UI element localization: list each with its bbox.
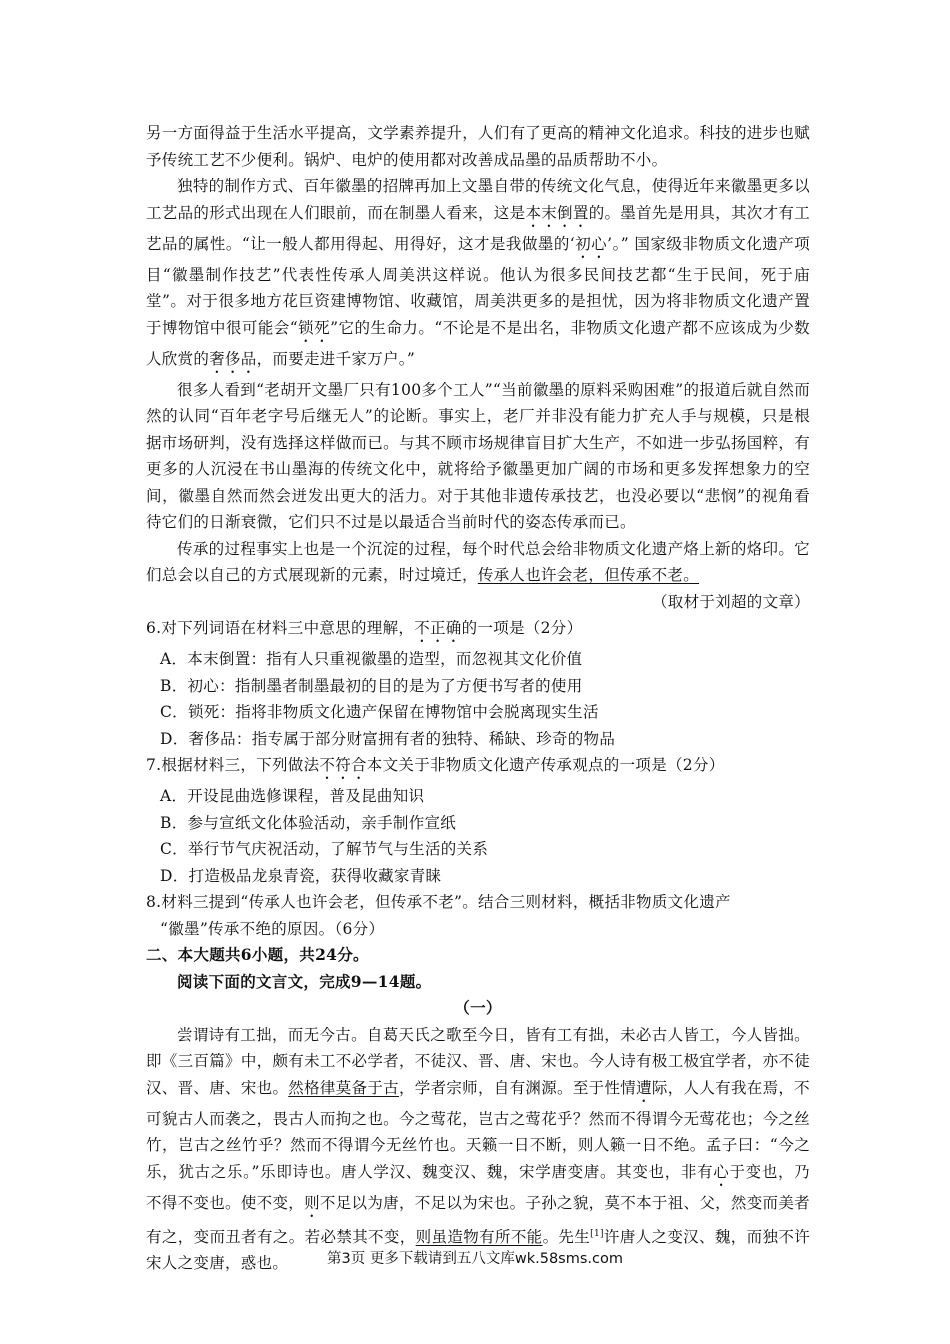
material3-paragraph-4	[146, 536, 810, 589]
question-6-option-d: D．奢侈品：指专属于部分财富拥有者的独特、稀缺、珍奇的物品	[160, 729, 616, 748]
material3-paragraph-1: 另一方面得益于生活水平提高，文学素养提升，人们有了更高的精神文化追求。科技的进步也赋予传统工艺不少便利。锅炉、电炉的使用都对改善成品墨的品质帮助不小。	[146, 124, 810, 169]
emphasized-term: 不符合	[319, 756, 367, 774]
emphasized-term: 则	[304, 1193, 320, 1212]
question-7-option-a: A．开设昆曲选修课程，普及昆曲知识	[160, 787, 425, 805]
text-span: 独特的制作方式、百年徽墨的招牌再加上文墨自带的传统文化气息，使得近年来徽墨更多以工艺品的形式出现在人们眼前，而在制墨人看来，这是	[146, 177, 810, 222]
text-span: 尝谓诗有工拙，而无今古。自葛天氏之歌至今日，皆有工有拙，未必古人皆工，今人皆拙。即《三百篇》中，颇有未工不必学者，不徒汉、晋、唐、宋也。今人诗有极工极宜学者，亦不徒汉、晋、唐、宋也。	[146, 1025, 810, 1097]
emphasized-term: 遭	[636, 1078, 652, 1097]
footnote-marker: [1]	[590, 1228, 604, 1239]
section-2-instruction: 阅读下面的文言文，完成9—14题。	[177, 971, 432, 991]
text-span: 7.根据材料三，下列做法	[146, 756, 320, 774]
text-span: 传承的过程事实上也是一个沉淀的过程，每个时代总会给非物质文化遗产烙上新的烙印。它们总会以自己的方式展现新的元素，时过境迁，	[146, 539, 810, 584]
question-8-stem: 8.材料三提到“传承人也许会老，但传承不老”。结合三则材料，概括非物质文化遗产	[146, 893, 731, 911]
text-span: 不足以为唐，不足以为宋也。子孙之貌，莫不本于祖、父，然变而美者有之，变而丑者有之。若必禁其不变，	[146, 1193, 810, 1246]
question-6-stem	[146, 615, 810, 646]
section-2-heading: 二、本大题共6小题，共24分。	[146, 945, 369, 964]
question-7-stem	[146, 752, 810, 783]
question-7-option-c: C．举行节气庆祝活动，了解节气与生活的关系	[160, 840, 489, 858]
part-label: （一）	[454, 998, 502, 1017]
question-8-continuation: “徽墨”传承不绝的原因。（6分）	[160, 919, 385, 938]
material3-paragraph-3: 很多人看到“老胡开文墨厂只有100多个工人”“当前徽墨的原料采购困难”的报道后就自然而然的认同“百年老字号后继无人”的论断。事实上，老厂并非没有能力扩充人手与规模，只是根据市场研判，没有选择这样做而已。与其不顾市场规律盲目扩大生产，不如进一步弘扬国粹，有更多的人沉浸在书山墨海的传统文化中，就将给予徽墨更加广阔的市场和更多发挥想象力的空间，徽墨自然而然会迸发出更大的活力。对于其他非遗传承技艺，也没必要以“悲悯”的视角看待它们的日渐衰微，它们只不过是以最适合当前时代的姿态传承而已。	[146, 380, 810, 531]
material3-paragraph-2	[146, 173, 810, 377]
text-span: 于变也，乃不得不变也。使不变，	[146, 1162, 810, 1212]
underlined-sentence: 传承人也许会老，但传承不老。	[477, 566, 700, 584]
text-span: 的。墨首先是用具，其次才有工艺品的属性。“让一般人都用得起、用得好，这才是我做墨的‘	[146, 203, 811, 253]
underlined-sentence: 然格律莫备于古	[288, 1078, 399, 1097]
text-span: 6.对下列词语在材料三中意思的理解，	[146, 619, 415, 637]
text-span: 。先生	[542, 1227, 591, 1246]
document-body	[146, 120, 810, 1277]
emphasized-term: 初心	[575, 234, 608, 253]
text-span: 际，人人有我在焉，不可貌古人而袭之，畏古人而拘之也。今之莺花，岂古之莺花乎？然而不得谓今无莺花也；今之丝竹，岂古之丝竹乎？然而不得谓今无丝竹也。天籁一日不断，则人籁一日不绝。孟子曰：“今之乐，犹古之乐。”乐即诗也。唐人学汉、魏变汉、魏，宋学唐变唐。其变也，非有	[146, 1078, 810, 1181]
question-6-option-b: B．初心：指制墨者制墨最初的目的是为了方便书写者的使用	[160, 676, 583, 695]
question-7-option-d: D．打造极品龙泉青瓷，获得收藏家青睐	[160, 866, 442, 885]
text-span: ，而要走进千家万户。”	[256, 349, 416, 368]
emphasized-term: 不正确	[414, 619, 462, 637]
question-6-option-a: A．本末倒置：指有人只重视徽墨的造型，而忽视其文化价值	[160, 650, 583, 668]
text-span: ’。” 国家级非物质文化遗产项目“徽墨制作技艺”代表性传承人周美洪这样说。他认为很多民间技艺都“生于民间，死于庙堂”。对于很多地方花巨资建博物馆、收藏馆，周美洪更多的是担忧，因为将非物质文化遗产置于博物馆中很可能会“	[146, 234, 810, 337]
emphasized-term: 锁死	[298, 318, 331, 337]
underlined-sentence: 则虽造物有所不能	[415, 1227, 543, 1246]
emphasized-term: 奢侈品	[209, 349, 257, 368]
text-span: ，学者宗师，自有渊源。至于性情	[398, 1078, 637, 1097]
text-span: 许唐人之变汉、魏，而独不许宋人之变唐，惑也。	[146, 1227, 811, 1272]
text-span: 的一项是（2分）	[461, 619, 583, 637]
emphasized-term: 本末倒置	[525, 203, 589, 222]
text-span: ”它的生命力。“不论是不是出名，非物质文化遗产都不应该成为少数人欣赏的	[146, 318, 810, 368]
page-footer: 第3页 更多下载请到五八文库wk.58sms.com	[327, 1251, 623, 1267]
emphasized-term: 心	[713, 1162, 730, 1181]
classical-passage	[146, 1022, 810, 1277]
question-6-option-c: C．锁死：指将非物质文化遗产保留在博物馆中会脱离现实生活	[160, 703, 599, 721]
text-span: 本文关于非物质文化遗产传承观点的一项是（2分）	[366, 756, 725, 774]
question-7-option-b: B．参与宣纸文化体验活动，亲手制作宣纸	[160, 813, 457, 832]
source-citation: （取材于刘超的文章）	[651, 592, 810, 611]
